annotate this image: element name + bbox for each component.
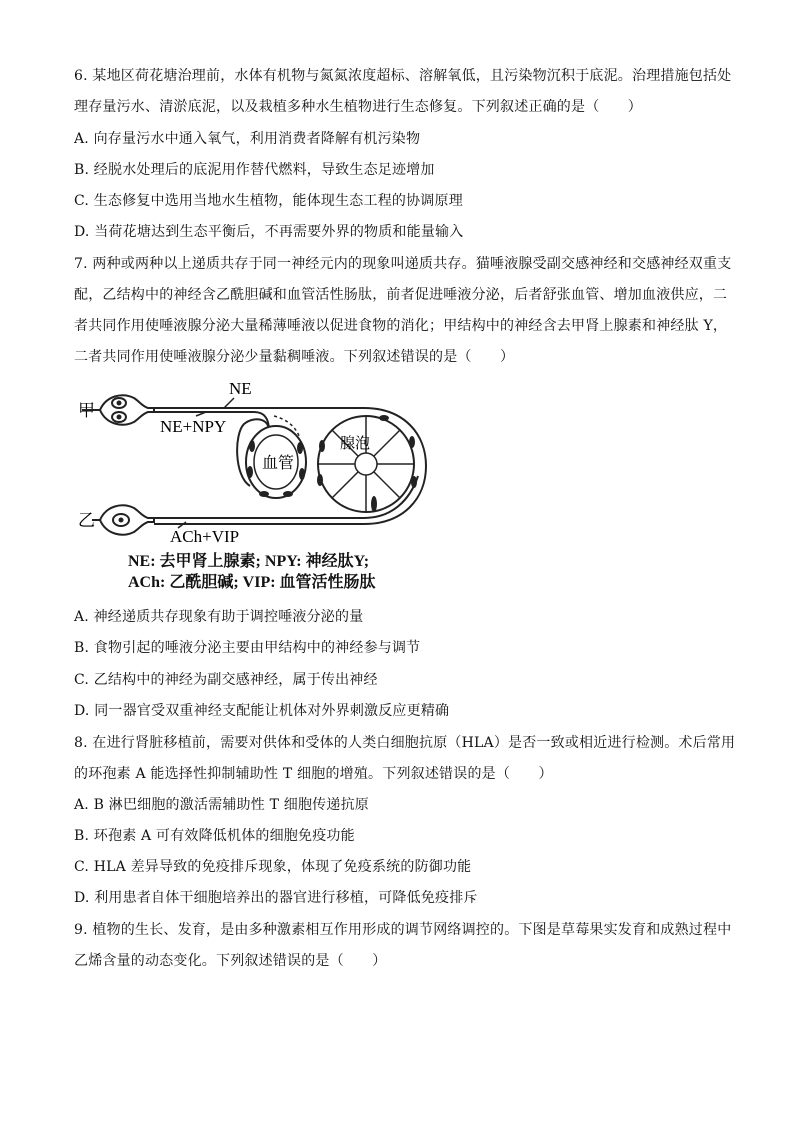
q9-stem-line-2: 乙烯含量的动态变化。下列叙述错误的是（ ） xyxy=(74,953,387,969)
q6-stem-line-1: 6. 某地区荷花塘治理前，水体有机物与氮氮浓度超标、溶解氧低，且污染物沉积于底泥。治理措施包括处 xyxy=(74,68,732,84)
label-jia: 甲 xyxy=(78,401,95,420)
q8-option-a: A. B 淋巴细胞的激活需辅助性 T 细胞传递抗原 xyxy=(74,797,369,813)
label-ne-npy: NE+NPY xyxy=(160,417,227,436)
q7-option-a: A. 神经递质共存现象有助于调控唾液分泌的量 xyxy=(74,609,364,625)
label-acinus: 腺泡 xyxy=(340,436,371,452)
q8-option-d: D. 利用患者自体干细胞培养出的器官进行移植，可降低免疫排斥 xyxy=(74,890,478,906)
q8-stem-line-1: 8. 在进行肾脏移植前，需要对供体和受体的人类白细胞抗原（HLA）是否一致或相近进行检测。术后常用 xyxy=(74,735,736,751)
q9-stem-line-1: 9. 植物的生长、发育，是由多种激素相互作用形成的调节网络调控的。下图是草莓果实发育和成熟过程中 xyxy=(74,922,732,938)
q6-option-c: C. 生态修复中选用当地水生植物，能体现生态工程的协调原理 xyxy=(74,193,463,209)
acinus xyxy=(317,415,417,512)
q8-stem-line-2: 的环孢素 A 能选择性抑制辅助性 T 细胞的增殖。下列叙述错误的是（ ） xyxy=(74,766,553,782)
q8-option-c: C. HLA 差异导致的免疫排斥现象，体现了免疫系统的防御功能 xyxy=(74,859,472,875)
q7-stem-line-2: 配，乙结构中的神经含乙酰胆碱和血管活性肠肽，前者促进唾液分泌，后者舒张血管、增加血液供应，二 xyxy=(74,287,728,303)
q6-option-a: A. 向存量污水中通入氧气，利用消费者降解有机污染物 xyxy=(74,131,421,147)
label-vessel: 血管 xyxy=(262,455,295,472)
q7-option-b: B. 食物引起的唾液分泌主要由甲结构中的神经参与调节 xyxy=(74,640,421,656)
q7-option-c: C. 乙结构中的神经为副交感神经，属于传出神经 xyxy=(74,672,378,688)
q6-option-d: D. 当荷花塘达到生态平衡后，不再需要外界的物质和能量输入 xyxy=(74,224,464,240)
figure-legend-line-2: ACh: 乙酰胆碱; VIP: 血管活性肠肽 xyxy=(128,574,376,591)
q8-option-b: B. 环孢素 A 可有效降低机体的细胞免疫功能 xyxy=(74,828,355,844)
figure-legend-line-1: NE: 去甲肾上腺素; NPY: 神经肽Y; xyxy=(128,553,370,570)
label-ach-vip: ACh+VIP xyxy=(170,527,240,546)
q6-stem-line-2: 理存量污水、清淤底泥，以及栽植多种水生植物进行生态修复。下列叙述正确的是（ ） xyxy=(74,99,642,115)
q7-stem-line-3: 者共同作用使唾液腺分泌大量稀薄唾液以促进食物的消化；甲结构中的神经含去甲肾上腺素和神经肽 Y， xyxy=(74,318,728,334)
q7-option-d: D. 同一器官受双重神经支配能让机体对外界刺激反应更精确 xyxy=(74,703,450,719)
q7-stem-line-4: 二者共同作用使唾液腺分泌少量黏稠唾液。下列叙述错误的是（ ） xyxy=(74,349,515,365)
blood-vessel xyxy=(246,426,306,498)
neuron-jia xyxy=(82,395,154,424)
q6-option-b: B. 经脱水处理后的底泥用作替代燃料，导致生态足迹增加 xyxy=(74,162,435,178)
label-yi: 乙 xyxy=(78,511,95,530)
q7-stem-line-1: 7. 两种或两种以上递质共存于同一神经元内的现象叫递质共存。猫唾液腺受副交感神经和交感神经双重支 xyxy=(74,256,732,272)
nerve-diagram xyxy=(74,376,434,551)
label-ne: NE xyxy=(229,379,252,398)
